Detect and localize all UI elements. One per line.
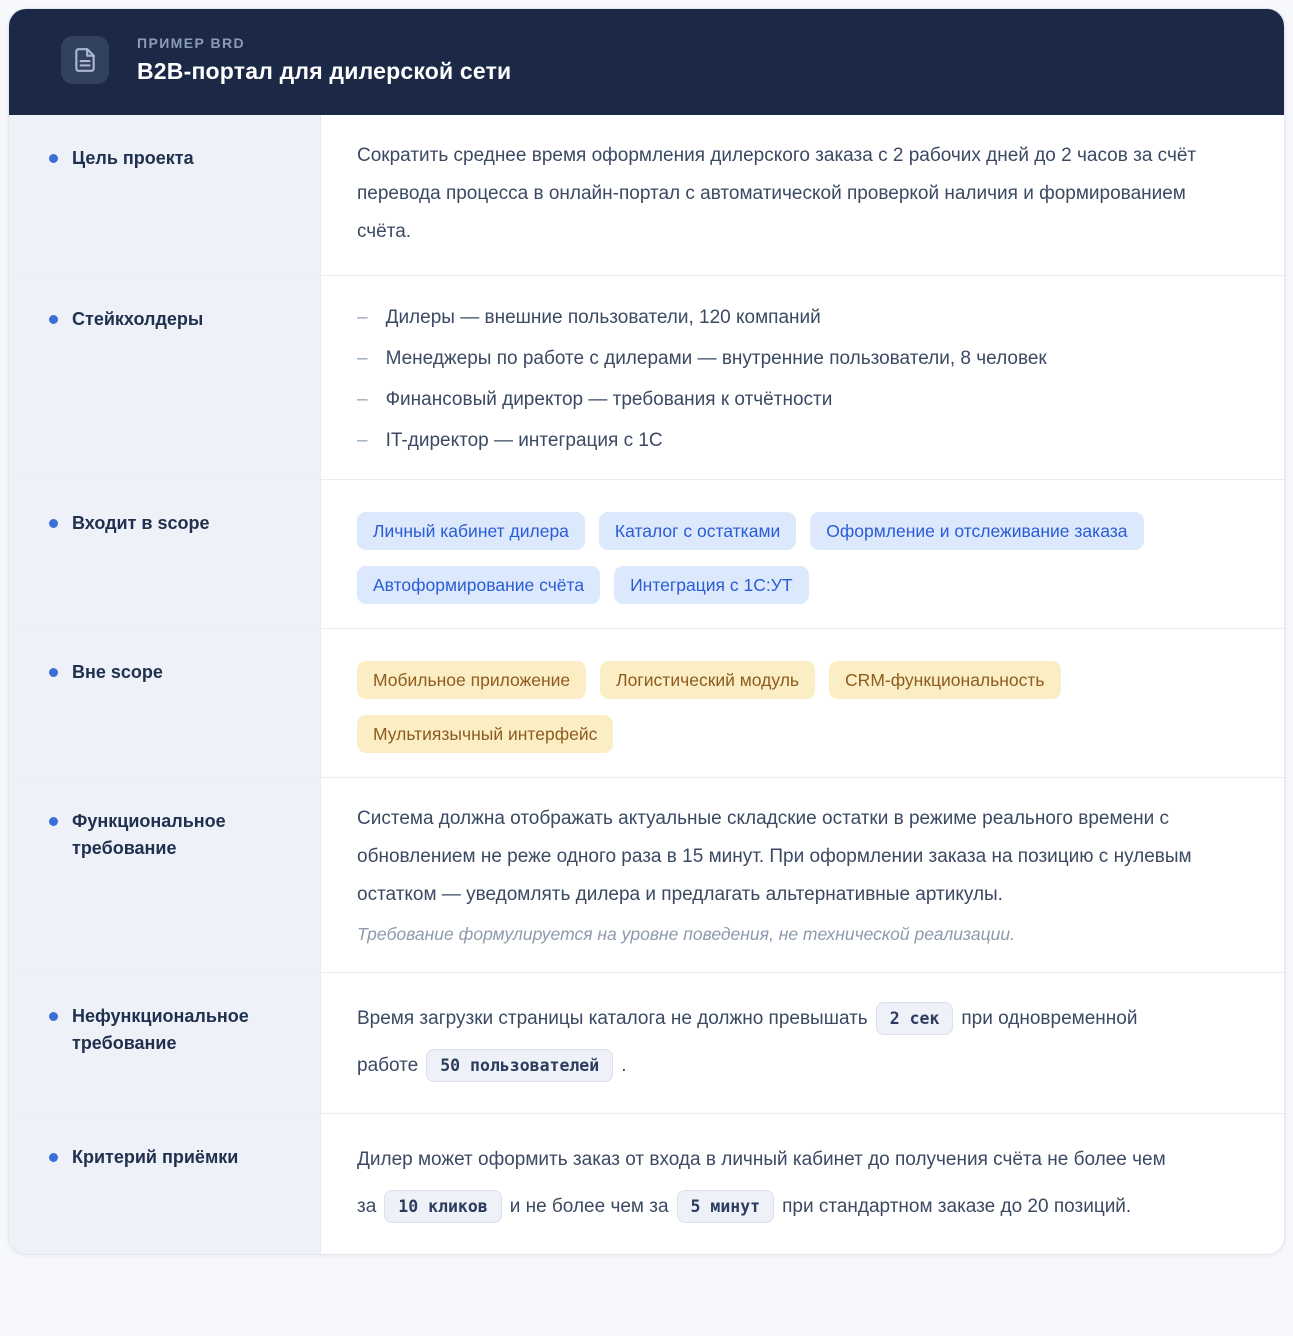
scope-chip: Интеграция с 1С:УТ <box>614 566 808 604</box>
list-item-text: Финансовый директор — требования к отчётности <box>385 389 833 410</box>
dash-icon: – <box>357 389 368 410</box>
list-item <box>357 386 1236 414</box>
table-row <box>9 115 1284 275</box>
inline-code-badge: 5 минут <box>677 1190 775 1223</box>
text-segment: и не более чем за <box>509 1196 669 1217</box>
row-label: Функциональное требование <box>72 811 226 858</box>
document-icon <box>61 36 109 84</box>
row-content-cell <box>321 629 1284 777</box>
row-label-cell <box>9 1114 321 1254</box>
bullet-dot <box>49 1153 58 1162</box>
list-item-text: IT-директор — интеграция с 1С <box>385 430 663 451</box>
out-of-scope-chip: Мобильное приложение <box>357 661 586 699</box>
dash-icon: – <box>357 430 368 451</box>
row-label: Стейкхолдеры <box>72 309 204 329</box>
bullet-dot <box>49 519 58 528</box>
note-text: Требование формулируется на уровне поведения, не технической реализации. <box>357 924 1015 944</box>
inline-code-badge: 2 сек <box>876 1002 954 1035</box>
stakeholder-list <box>357 298 1236 455</box>
text-segment: при одновременной работе <box>357 1008 1138 1076</box>
text-segment: . <box>621 1055 627 1076</box>
paragraph-text: Сократить среднее время оформления дилерского заказа с 2 рабочих дней до 2 часов за счёт перевода процесса в онлайн-портал с автоматической проверкой наличия и формированием счёта. <box>357 145 1197 242</box>
bullet-dot <box>49 315 58 324</box>
row-label-cell <box>9 480 321 628</box>
scope-chip: Личный кабинет дилера <box>357 512 585 550</box>
row-content-cell <box>321 778 1284 972</box>
page-title: B2B-портал для дилерской сети <box>137 58 512 84</box>
text-segment: Дилер может оформить заказ от входа в личный кабинет до получения счёта не более чем за <box>357 1149 1166 1217</box>
row-label: Вне scope <box>72 662 163 682</box>
row-content-cell <box>321 115 1284 275</box>
row-label-cell <box>9 629 321 777</box>
text-segment: при стандартном заказе до 20 позиций. <box>782 1196 1132 1217</box>
bullet-dot <box>49 154 58 163</box>
paragraph-text: Система должна отображать актуальные складские остатки в режиме реального времени с обновлением не реже одного раза в 15 минут. При оформлении заказа на позицию с нулевым остатком — уведомлять дилера и предлагать альтернативные артикулы. <box>357 808 1192 905</box>
row-content-cell <box>321 276 1284 479</box>
table-row <box>9 777 1284 972</box>
list-item-text: Дилеры — внешние пользователи, 120 компаний <box>385 307 821 328</box>
table-row <box>9 972 1284 1113</box>
row-label-cell <box>9 276 321 479</box>
list-item <box>357 304 1236 332</box>
out-of-scope-chip: Мультиязычный интерфейс <box>357 715 613 753</box>
row-label: Нефункциональное требование <box>72 1006 249 1053</box>
rich-text <box>357 995 1236 1089</box>
scope-chip: Автоформирование счёта <box>357 566 600 604</box>
out-of-scope-chip: CRM-функциональность <box>829 661 1061 699</box>
out-of-scope-chip: Логистический модуль <box>600 661 815 699</box>
table-row <box>9 479 1284 628</box>
rich-text <box>357 1136 1236 1230</box>
row-content-cell <box>321 973 1284 1113</box>
bullet-dot <box>49 1012 58 1021</box>
inline-code-badge: 50 пользователей <box>426 1049 613 1082</box>
brd-table <box>9 115 1284 1254</box>
row-label: Цель проекта <box>72 148 194 168</box>
text-segment: Время загрузки страницы каталога не должно превышать <box>357 1008 868 1029</box>
row-label-cell <box>9 115 321 275</box>
table-row <box>9 628 1284 777</box>
row-content-cell <box>321 480 1284 628</box>
scope-chip: Каталог с остатками <box>599 512 796 550</box>
bullet-dot <box>49 668 58 677</box>
bullet-dot <box>49 817 58 826</box>
scope-chip: Оформление и отслеживание заказа <box>810 512 1143 550</box>
dash-icon: – <box>357 307 368 328</box>
row-label: Критерий приёмки <box>72 1147 239 1167</box>
chip-list <box>357 651 1236 753</box>
row-label-cell <box>9 778 321 972</box>
card-header <box>9 9 1284 115</box>
chip-list <box>357 502 1236 604</box>
header-text <box>137 35 511 85</box>
list-item <box>357 427 1236 455</box>
table-row <box>9 275 1284 479</box>
brd-card <box>8 8 1285 1255</box>
list-item <box>357 345 1236 373</box>
header-eyebrow: ПРИМЕР BRD <box>137 35 246 51</box>
row-label: Входит в scope <box>72 513 210 533</box>
inline-code-badge: 10 кликов <box>384 1190 501 1223</box>
list-item-text: Менеджеры по работе с дилерами — внутренние пользователи, 8 человек <box>385 348 1047 369</box>
table-row <box>9 1113 1284 1254</box>
dash-icon: – <box>357 348 368 369</box>
row-content-cell <box>321 1114 1284 1254</box>
row-label-cell <box>9 973 321 1113</box>
